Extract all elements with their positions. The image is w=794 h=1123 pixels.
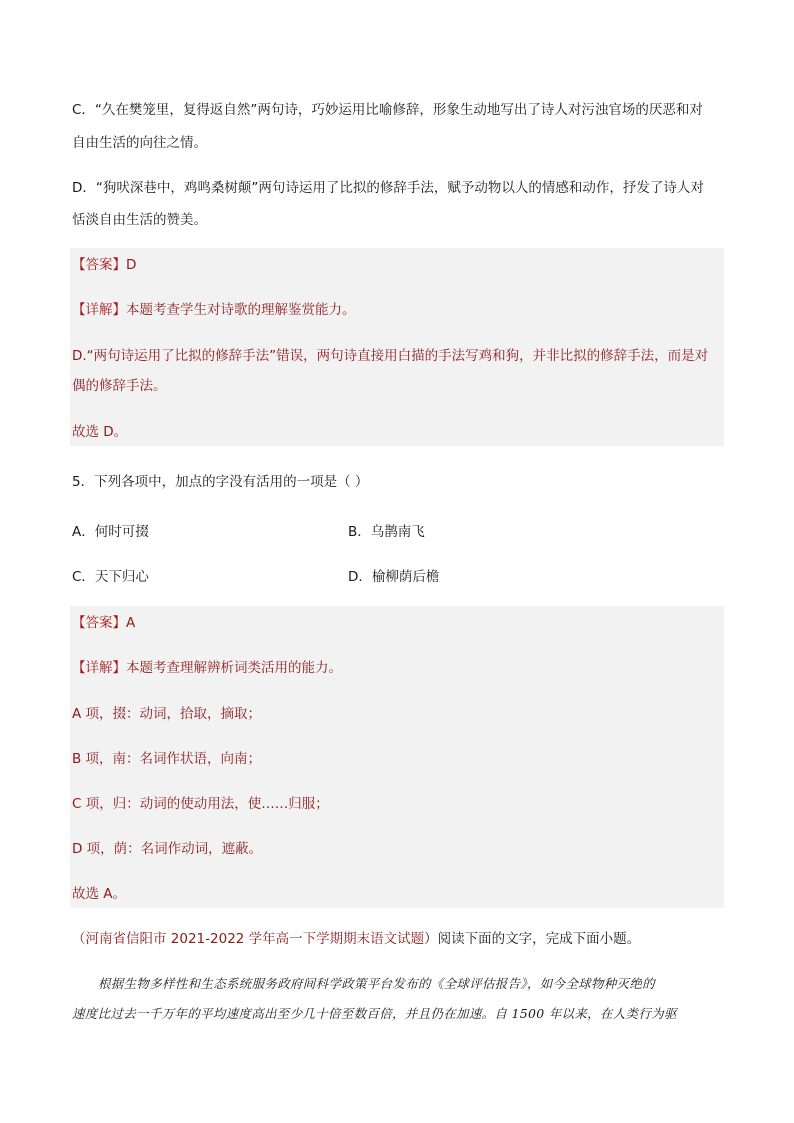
- conclusion-q5: 故选 A。: [72, 886, 127, 902]
- answer-value: D: [126, 257, 137, 273]
- answer-q4: [72, 255, 136, 275]
- detail-q5: [72, 658, 342, 678]
- detail-text: 本题考查学生对诗歌的理解鉴赏能力。: [126, 302, 356, 318]
- answer-label: 【答案】: [72, 257, 126, 273]
- q5-explain-a: A 项，掇：动词，拾取，摘取；: [72, 706, 262, 722]
- q5-option-d: D．榆柳荫后檐: [348, 569, 440, 585]
- section-source: [72, 929, 640, 949]
- detail-label: 【详解】: [72, 302, 126, 318]
- source-text: 河南省信阳市 2021-2022 学年高一下学期期末语文试题: [85, 931, 425, 947]
- q5-explain-b: B 项，南：名词作状语，向南；: [72, 751, 262, 767]
- answer-q5: [72, 613, 135, 633]
- answer-label: 【答案】: [72, 615, 126, 631]
- option-c-line-2: 自由生活的向往之情。: [72, 135, 207, 151]
- explain-q4-line-1: D.“两句诗运用了比拟的修辞手法”错误，两句诗直接用白描的手法写鸡和狗，并非比拟的修辞手法，而是对: [72, 348, 709, 364]
- detail-q4: [72, 300, 356, 320]
- option-c-line-1: C．“久在樊笼里，复得返自然”两句诗，巧妙运用比喻修辞，形象生动地写出了诗人对污浊官场的厌恶和对: [72, 102, 703, 118]
- option-d-line-2: 恬淡自由生活的赞美。: [72, 212, 207, 228]
- source-suffix: ）阅读下面的文字，完成下面小题。: [424, 931, 641, 947]
- option-d-line-1: D．“狗吠深巷中，鸡鸣桑树颠”两句诗运用了比拟的修辞手法，赋予动物以人的情感和动作，抒发了诗人对: [72, 180, 704, 196]
- q5-explain-c: C 项，归：动词的使动用法，使……归服；: [72, 796, 329, 812]
- q5-explain-d: D 项，荫：名词作动词，遮蔽。: [72, 841, 263, 857]
- answer-value: A: [126, 615, 136, 631]
- detail-label: 【详解】: [72, 660, 126, 676]
- passage-line-1: 根据生物多样性和生态系统服务政府间科学政策平台发布的《全球评估报告》，如今全球物种灭绝的: [98, 976, 655, 991]
- q5-option-a: A．何时可掇: [72, 524, 149, 540]
- explain-q4-line-2: 偶的修辞手法。: [72, 378, 167, 394]
- question-5-stem: 5．下列各项中，加点的字没有活用的一项是（ ）: [72, 474, 369, 490]
- q5-option-b: B．乌鹊南飞: [348, 524, 425, 540]
- detail-text: 本题考查理解辨析词类活用的能力。: [126, 660, 342, 676]
- source-prefix: （: [72, 931, 86, 947]
- passage-line-2: 速度比过去一千万年的平均速度高出至少几十倍至数百倍，并且仍在加速。自 1500 年以来，在人类行为驱: [72, 1006, 677, 1021]
- conclusion-q4: 故选 D。: [72, 424, 128, 440]
- q5-option-c: C．天下归心: [72, 569, 149, 585]
